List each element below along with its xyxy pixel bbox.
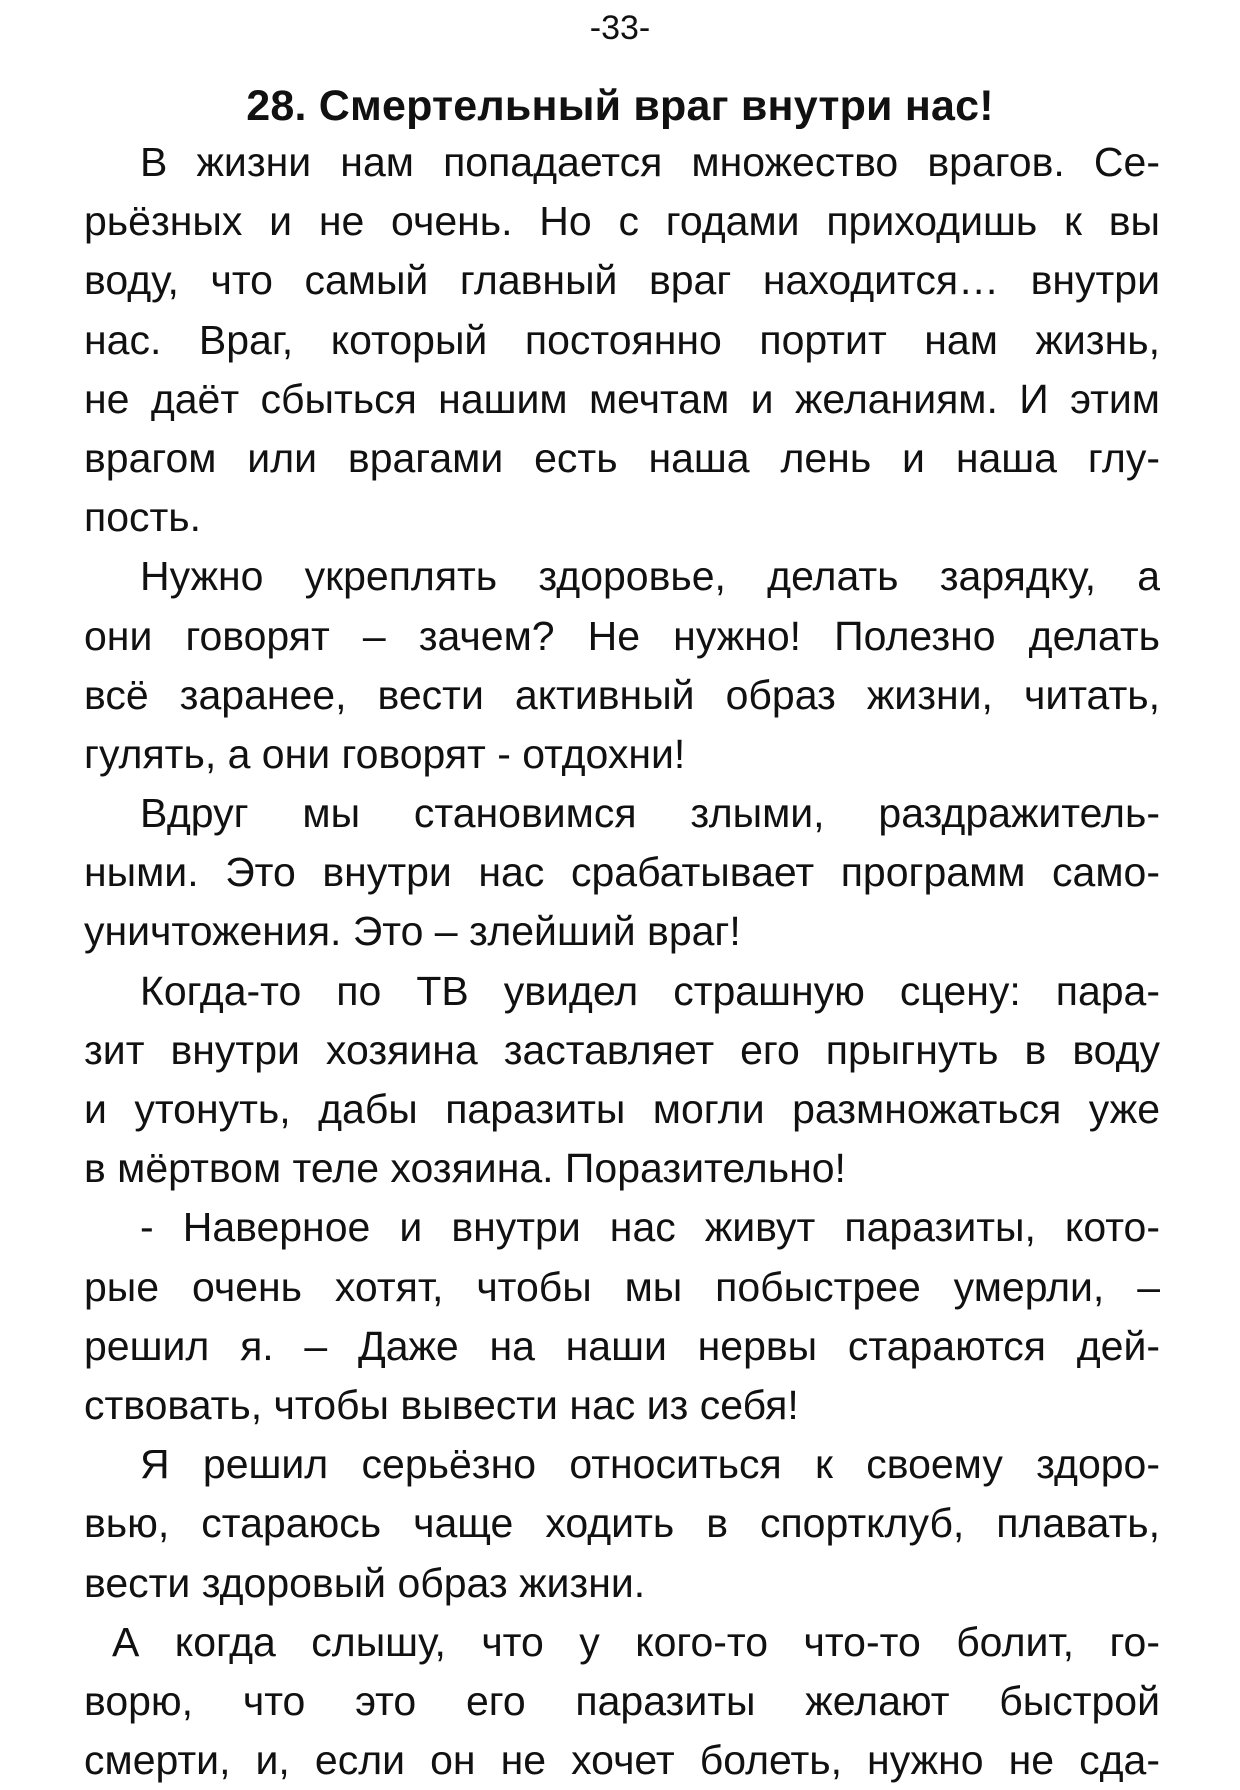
text-line: вести здоровый образ жизни. — [84, 1559, 646, 1606]
page-number: -33- — [589, 9, 651, 47]
paragraph — [84, 1198, 1160, 1435]
text-line: Я решил серьёзно относиться к своему здоро- — [140, 1441, 1160, 1488]
text-line: Вдруг мы становимся злыми, раздражитель- — [140, 790, 1160, 837]
text-line: врагом или врагами есть наша лень и наша глу- — [84, 434, 1160, 481]
text-line: уничтожения. Это – злейший враг! — [84, 908, 741, 955]
paragraph — [84, 133, 1160, 547]
text-line: зит внутри хозяина заставляет его прыгнуть в воду — [84, 1026, 1160, 1073]
text-line: - Наверное и внутри нас живут паразиты, кото- — [140, 1204, 1160, 1251]
text-line: пость. — [84, 494, 202, 541]
text-line: гулять, а они говорят - отдохни! — [84, 730, 686, 777]
text-line: смерти, и, если он не хочет болеть, нужно не сда- — [84, 1737, 1160, 1784]
text-line: вью, стараюсь чаще ходить в спортклуб, плавать, — [84, 1500, 1160, 1547]
text-line: ными. Это внутри нас срабатывает программ само- — [84, 849, 1160, 896]
text-line: не даёт сбыться нашим мечтам и желаниям. И этим — [84, 375, 1160, 422]
text-line: нас. Враг, который постоянно портит нам жизнь, — [84, 316, 1160, 363]
text-line: Когда-то по ТВ увидел страшную сцену: пара- — [140, 967, 1160, 1014]
paragraph — [84, 1435, 1160, 1613]
text-line: и утонуть, дабы паразиты могли размножаться уже — [84, 1086, 1160, 1132]
text-line: в мёртвом теле хозяина. Поразительно! — [84, 1145, 846, 1192]
text-line: ворю, что это его паразиты желают быстрой — [84, 1677, 1160, 1724]
body-text — [84, 133, 1160, 1790]
text-line: В жизни нам попадается множество врагов. Се- — [140, 139, 1160, 185]
text-line: решил я. – Даже на наши нервы стараются дей- — [84, 1322, 1160, 1369]
text-line: Нужно укреплять здоровье, делать зарядку, а — [140, 553, 1160, 600]
text-line: всё заранее, вести активный образ жизни, читать, — [84, 671, 1160, 718]
text-line: А когда слышу, что у кого-то что-то болит, го- — [112, 1618, 1160, 1665]
text-line: рьёзных и не очень. Но с годами приходишь к вы — [84, 198, 1160, 245]
text-line: ствовать, чтобы вывести нас из себя! — [84, 1381, 799, 1428]
paragraph — [84, 1613, 1160, 1790]
paragraph — [84, 784, 1160, 962]
text-line: рые очень хотят, чтобы мы побыстрее умерли, – — [84, 1263, 1160, 1310]
text-line: они говорят – зачем? Не нужно! Полезно делать — [84, 612, 1160, 659]
text-line: воду, что самый главный враг находится… внутри — [84, 257, 1160, 304]
paragraph — [84, 547, 1160, 784]
chapter-title: 28. Смертельный враг внутри нас! — [246, 82, 994, 130]
paragraph — [84, 962, 1160, 1199]
